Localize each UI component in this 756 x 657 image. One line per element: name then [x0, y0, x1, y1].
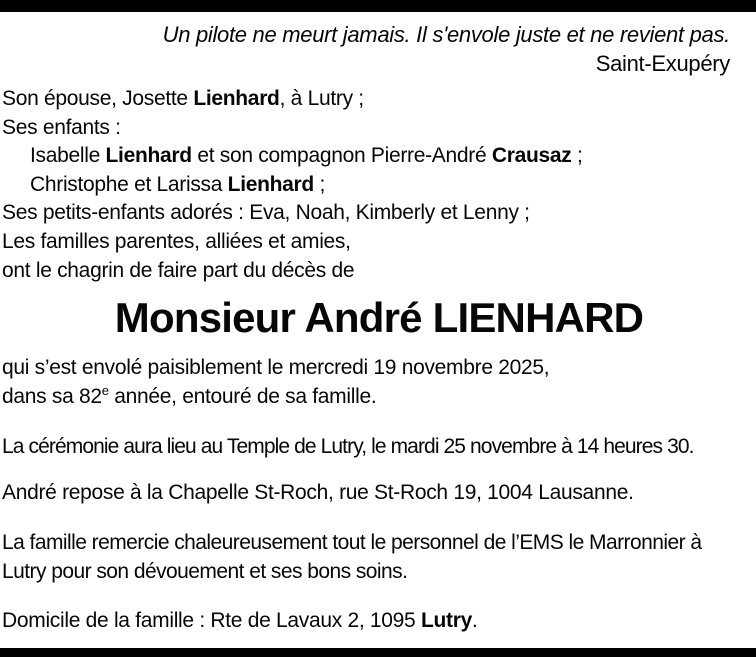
text-segment: , à Lutry ; [279, 87, 364, 110]
bold-text-segment: Lienhard [227, 172, 314, 196]
text-segment: . [471, 608, 478, 632]
text-segment: ont le chagrin de faire part du décès de [2, 258, 355, 282]
bottom-border-bar [0, 648, 756, 657]
text-segment: Les familles parentes, alliées et amies, [2, 229, 351, 253]
text-segment: Christophe et Larissa [30, 172, 228, 196]
passing-details [2, 354, 756, 411]
text-line [2, 383, 756, 412]
text-line [2, 558, 756, 587]
text-segment: Son épouse, Josette [2, 87, 194, 110]
epigraph [2, 12, 756, 78]
text-line [2, 142, 756, 171]
text-segment: Ses petits-enfants adorés : Eva, Noah, Kimberly et Lenny ; [2, 201, 530, 225]
text-line [2, 529, 756, 558]
text-segment: Isabelle [30, 144, 106, 168]
text-segment: qui s’est envolé paisiblement le mercredi 19 novembre 2025, [2, 356, 550, 380]
text-segment: La famille remercie chaleureusement tout le personnel de l’EMS le Marronnier à [2, 531, 702, 555]
text-segment: e [101, 382, 109, 398]
text-segment: Lutry pour son dévouement et ses bons soins. [2, 559, 408, 583]
bold-text-segment: Crausaz [491, 144, 572, 168]
text-line [2, 85, 756, 114]
text-segment: année, entouré de sa famille. [108, 384, 377, 408]
bold-text-segment: Lienhard [193, 87, 280, 110]
epigraph-quote: Un pilote ne meurt jamais. Il s'envole juste et ne revient pas. [162, 22, 730, 47]
text-segment: dans sa 82 [2, 384, 102, 408]
text-line [2, 257, 756, 286]
text-line [2, 171, 756, 200]
text-segment: Domicile de la famille : Rte de Lavaux 2, 1095 [2, 608, 421, 632]
text-line [2, 114, 756, 143]
text-segment: ; [313, 172, 326, 196]
bold-text-segment: Lutry [420, 608, 472, 632]
deceased-name-title: Monsieur André LIENHARD [114, 294, 644, 342]
text-segment: et son compagnon Pierre-André [191, 144, 492, 168]
family-announcement [2, 85, 756, 285]
epigraph-attribution: Saint-Exupéry [595, 51, 730, 76]
residence-line [2, 609, 756, 633]
ceremony-line: La cérémonie aura lieu au Temple de Lutry, le mardi 25 novembre à 14 heures 30. [2, 435, 694, 459]
repose-line: André repose à la Chapelle St-Roch, rue St-Roch 19, 1004 Lausanne. [2, 481, 634, 505]
text-line [2, 228, 756, 257]
text-line [2, 199, 756, 228]
text-segment: ; [571, 144, 583, 168]
bold-text-segment: Lienhard [105, 144, 192, 168]
top-border-bar [0, 0, 756, 12]
text-line [2, 354, 756, 383]
text-segment: Ses enfants : [2, 115, 121, 139]
acknowledgement [2, 529, 756, 586]
obituary-notice [0, 12, 756, 633]
